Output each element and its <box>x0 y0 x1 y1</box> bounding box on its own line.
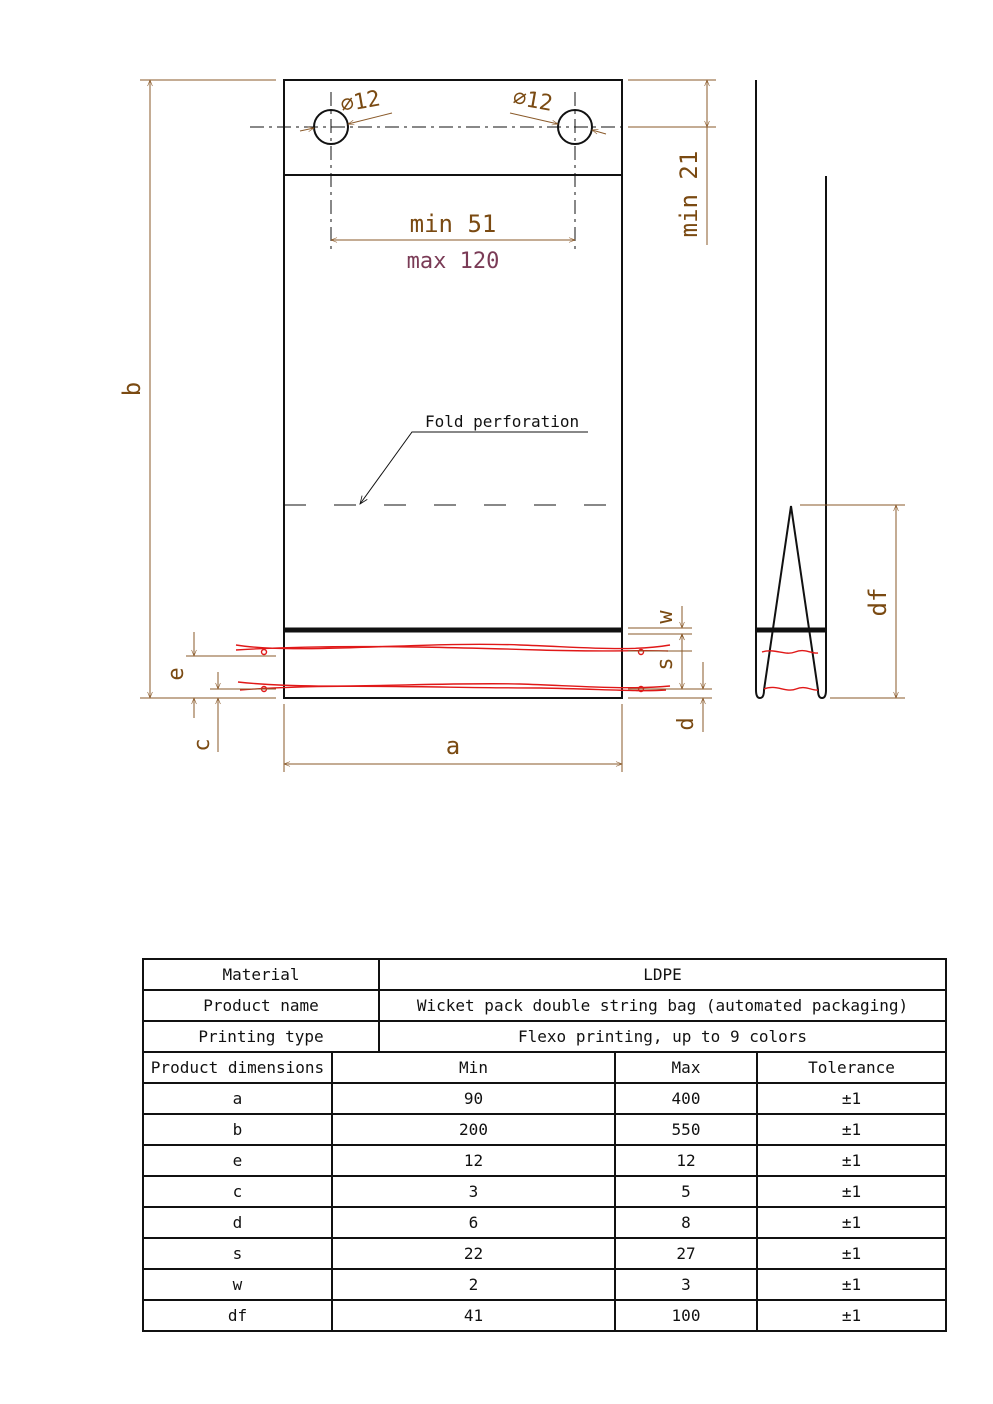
max-cell: 8 <box>615 1207 757 1238</box>
tolerance-cell: ±1 <box>757 1207 946 1238</box>
table-row <box>143 1238 946 1269</box>
table-header-row <box>143 1052 946 1083</box>
hole-left-label: ⌀12 <box>338 86 383 118</box>
dim-b <box>118 80 276 698</box>
spec-table <box>142 958 947 1332</box>
min-cell: 22 <box>332 1238 615 1269</box>
table-row <box>143 1176 946 1207</box>
dim-s-label: s <box>653 657 678 671</box>
material-label: Material <box>143 959 379 990</box>
hole-right-label: ⌀12 <box>510 85 555 117</box>
column-header: Max <box>615 1052 757 1083</box>
table-row <box>143 990 946 1021</box>
min-cell: 12 <box>332 1145 615 1176</box>
dim-w-label: w <box>653 610 678 624</box>
min-cell: 41 <box>332 1300 615 1331</box>
dimension-cell: s <box>143 1238 332 1269</box>
table-row <box>143 1114 946 1145</box>
tolerance-cell: ±1 <box>757 1238 946 1269</box>
max-cell: 100 <box>615 1300 757 1331</box>
tolerance-cell: ±1 <box>757 1176 946 1207</box>
table-row <box>143 1300 946 1331</box>
header-height-label: min 21 <box>675 150 703 238</box>
fold-perforation-label: Fold perforation <box>425 412 580 431</box>
max-cell: 5 <box>615 1176 757 1207</box>
tolerance-cell: ±1 <box>757 1083 946 1114</box>
dim-e-c <box>164 632 276 752</box>
hole-spacing-dim <box>331 210 575 274</box>
dimension-cell: a <box>143 1083 332 1114</box>
column-header: Min <box>332 1052 615 1083</box>
dimension-cell: d <box>143 1207 332 1238</box>
dim-c-label: c <box>190 738 215 752</box>
tolerance-cell: ±1 <box>757 1300 946 1331</box>
column-header: Product dimensions <box>143 1052 332 1083</box>
max-cell: 12 <box>615 1145 757 1176</box>
material-value: LDPE <box>379 959 946 990</box>
min-cell: 6 <box>332 1207 615 1238</box>
max-cell: 400 <box>615 1083 757 1114</box>
min-cell: 90 <box>332 1083 615 1114</box>
table-row <box>143 959 946 990</box>
tolerance-cell: ±1 <box>757 1269 946 1300</box>
dim-d-label: d <box>674 717 699 731</box>
printing-type-value: Flexo printing, up to 9 colors <box>379 1021 946 1052</box>
tolerance-cell: ±1 <box>757 1114 946 1145</box>
dimension-cell: c <box>143 1176 332 1207</box>
column-header: Tolerance <box>757 1052 946 1083</box>
dim-df-label: df <box>864 587 892 617</box>
printing-type-label: Printing type <box>143 1021 379 1052</box>
dimension-cell: df <box>143 1300 332 1331</box>
bag-outline <box>284 80 622 698</box>
max-cell: 3 <box>615 1269 757 1300</box>
dim-a <box>284 704 622 772</box>
product-name-label: Product name <box>143 990 379 1021</box>
bag-side-view <box>756 80 826 698</box>
dimension-cell: w <box>143 1269 332 1300</box>
fold-leader <box>360 432 588 504</box>
max-cell: 27 <box>615 1238 757 1269</box>
min-cell: 200 <box>332 1114 615 1145</box>
table-row <box>143 1021 946 1052</box>
dim-e-label: e <box>164 667 189 681</box>
hole-spacing-max-label: max 120 <box>406 249 500 274</box>
table-row <box>143 1083 946 1114</box>
dimension-cell: e <box>143 1145 332 1176</box>
table-row <box>143 1145 946 1176</box>
header-height-dim <box>628 80 716 245</box>
min-cell: 2 <box>332 1269 615 1300</box>
dim-w-s-d <box>628 606 712 732</box>
table-row <box>143 1207 946 1238</box>
min-cell: 3 <box>332 1176 615 1207</box>
hole-spacing-min-label: min 51 <box>409 210 497 238</box>
dimension-cell: b <box>143 1114 332 1145</box>
tolerance-cell: ±1 <box>757 1145 946 1176</box>
max-cell: 550 <box>615 1114 757 1145</box>
product-name-value: Wicket pack double string bag (automated packaging) <box>379 990 946 1021</box>
dim-a-label: a <box>445 732 461 760</box>
dim-b-label: b <box>118 381 146 397</box>
bag-front-view <box>236 80 670 698</box>
table-row <box>143 1269 946 1300</box>
